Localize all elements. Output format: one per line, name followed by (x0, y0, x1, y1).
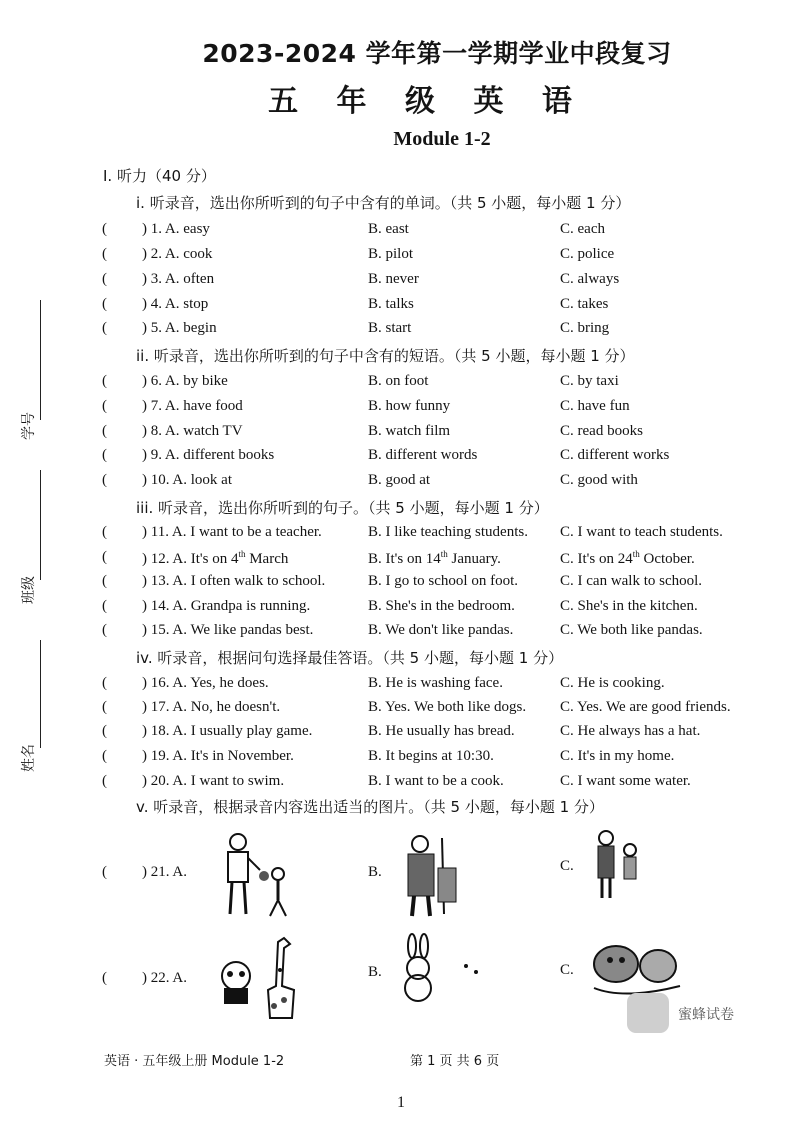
option-c: C. read books (560, 423, 643, 439)
section-instruction: iv. 听录音，根据问句选择最佳答语。（共 5 小题，每小题 1 分） (136, 649, 564, 667)
option-c: C. different works (560, 447, 670, 463)
option-b: B. I like teaching students. (368, 524, 528, 540)
option-a: ) 9. A. different books (142, 447, 275, 463)
question-row (0, 598, 794, 622)
option-a: ) 7. A. have food (142, 398, 243, 414)
option-a-tail: March (245, 551, 289, 567)
footer-page-of: 第 1 页 共 6 页 (410, 1054, 500, 1069)
section-instruction: i. 听录音，选出你所听到的句子中含有的单词。（共 5 小题，每小题 1 分） (136, 194, 631, 212)
option-b: B. He is washing face. (368, 675, 503, 691)
question-row (0, 524, 794, 548)
option-b-tail: January. (447, 551, 501, 567)
answer-paren[interactable]: ( (102, 675, 107, 691)
option-a: ) 18. A. I usually play game. (142, 723, 313, 739)
option-c-tail: October. (639, 551, 695, 567)
option-a: ) 1. A. easy (142, 221, 210, 237)
answer-paren[interactable]: ( (102, 573, 107, 589)
question-row (0, 320, 794, 344)
option-a: ) 16. A. Yes, he does. (142, 675, 269, 691)
option-b: B. how funny (368, 398, 451, 414)
option-c: C. have fun (560, 398, 630, 414)
question-row (0, 423, 794, 447)
option-a: ) 10. A. look at (142, 472, 232, 488)
option-b: B. She's in the bedroom. (368, 598, 515, 614)
question-row (0, 472, 794, 496)
option-b: B. talks (368, 296, 414, 312)
picture-22b-rabbit[interactable] (396, 932, 486, 1004)
option-b: B. (368, 964, 382, 980)
question-row (0, 549, 794, 573)
option-a: ) 5. A. begin (142, 320, 217, 336)
question-row (0, 748, 794, 772)
section-instruction: v. 听录音，根据录音内容选出适当的图片。（共 5 小题，每小题 1 分） (136, 798, 604, 816)
option-a: ) 6. A. by bike (142, 373, 228, 389)
option-a: ) 2. A. cook (142, 246, 213, 262)
option-a: ) 17. A. No, he doesn't. (142, 699, 281, 715)
option-c: C. bring (560, 320, 610, 336)
answer-paren[interactable]: ( (102, 373, 107, 389)
question-row (0, 296, 794, 320)
option-a: ) 15. A. We like pandas best. (142, 622, 314, 638)
option-b: B. on foot (368, 373, 429, 389)
option-a: ) 22. A. (142, 970, 187, 986)
ordinal-suffix: th (238, 549, 246, 559)
option-a: ) 11. A. I want to be a teacher. (142, 524, 322, 540)
option-b: B. pilot (368, 246, 414, 262)
question-row (0, 622, 794, 646)
question-row (0, 271, 794, 295)
picture-22a-panda-giraffe[interactable] (208, 930, 308, 1022)
question-row (0, 723, 794, 747)
option-c: C. each (560, 221, 605, 237)
ordinal-suffix: th (440, 549, 448, 559)
exam-subtitle: 五 年 级 英 语 (268, 84, 586, 119)
option-c-text: C. It's on 24 (560, 551, 633, 567)
option-a (142, 549, 288, 568)
question-row (0, 373, 794, 397)
option-c: C. I can walk to school. (560, 573, 703, 589)
ordinal-suffix: th (632, 549, 640, 559)
option-b: B. I want to be a cook. (368, 773, 504, 789)
question-row (0, 699, 794, 723)
watermark-logo-icon (627, 993, 669, 1033)
option-b: B. different words (368, 447, 478, 463)
answer-paren[interactable]: ( (102, 622, 107, 638)
answer-paren[interactable]: ( (102, 472, 107, 488)
option-a: ) 21. A. (142, 864, 187, 880)
name-line[interactable] (40, 640, 41, 748)
question-row (0, 221, 794, 245)
question-row (0, 858, 794, 888)
answer-paren[interactable]: ( (102, 423, 107, 439)
option-b: B. start (368, 320, 412, 336)
answer-paren[interactable]: ( (102, 864, 107, 880)
question-row (0, 246, 794, 270)
option-c: C. takes (560, 296, 609, 312)
page-number: 1 (397, 1094, 405, 1111)
option-b-text: B. It's on 14 (368, 551, 441, 567)
name-label: 姓名 (21, 744, 37, 772)
option-c: C. always (560, 271, 620, 287)
option-a: ) 14. A. Grandpa is running. (142, 598, 311, 614)
answer-paren[interactable]: ( (102, 447, 107, 463)
answer-paren[interactable]: ( (102, 748, 107, 764)
module-title: Module 1-2 (393, 128, 491, 150)
question-row (0, 447, 794, 471)
option-a: ) 4. A. stop (142, 296, 209, 312)
option-b: B. watch film (368, 423, 451, 439)
option-c: C. (560, 858, 574, 874)
answer-paren[interactable]: ( (102, 970, 107, 986)
section-instruction: iii. 听录音，选出你所听到的句子。（共 5 小题，每小题 1 分） (136, 499, 549, 517)
answer-paren[interactable]: ( (102, 699, 107, 715)
question-row (0, 675, 794, 699)
part-heading: I. 听力（40 分） (103, 167, 216, 185)
question-row (0, 398, 794, 422)
picture-21c-kids-cooking[interactable] (588, 826, 648, 902)
picture-21a-kids-playing[interactable] (212, 828, 292, 920)
option-c: C. by taxi (560, 373, 619, 389)
option-c: C. Yes. We are good friends. (560, 699, 731, 715)
option-a: ) 19. A. It's in November. (142, 748, 294, 764)
option-c: C. good with (560, 472, 638, 488)
option-a: ) 13. A. I often walk to school. (142, 573, 326, 589)
option-b: B. He usually has bread. (368, 723, 515, 739)
option-c: C. I want some water. (560, 773, 691, 789)
student-id-line[interactable] (40, 300, 41, 420)
option-b: B. east (368, 221, 409, 237)
answer-paren[interactable]: ( (102, 221, 107, 237)
student-id-label: 学号 (21, 412, 37, 440)
option-b: B. good at (368, 472, 431, 488)
class-label: 班级 (21, 576, 37, 604)
picture-21b-man-washing[interactable] (398, 828, 468, 920)
option-c: C. We both like pandas. (560, 622, 703, 638)
answer-paren[interactable]: ( (102, 398, 107, 414)
watermark-text: 蜜蜂试卷 (678, 1007, 734, 1023)
option-a: ) 8. A. watch TV (142, 423, 243, 439)
option-b (368, 549, 501, 568)
answer-paren[interactable]: ( (102, 524, 107, 540)
option-b: B. never (368, 271, 419, 287)
answer-paren[interactable]: ( (102, 598, 107, 614)
option-b: B. It begins at 10:30. (368, 748, 494, 764)
option-c: C. He always has a hat. (560, 723, 701, 739)
question-row (0, 773, 794, 797)
answer-paren[interactable]: ( (102, 320, 107, 336)
option-c (560, 549, 695, 568)
answer-paren[interactable]: ( (102, 271, 107, 287)
option-b: B. I go to school on foot. (368, 573, 518, 589)
option-c: C. I want to teach students. (560, 524, 723, 540)
option-b: B. (368, 864, 382, 880)
answer-paren[interactable]: ( (102, 296, 107, 312)
option-c: C. (560, 962, 574, 978)
answer-paren[interactable]: ( (102, 723, 107, 739)
answer-paren[interactable]: ( (102, 246, 107, 262)
option-a: ) 20. A. I want to swim. (142, 773, 285, 789)
option-c: C. police (560, 246, 615, 262)
question-row (0, 573, 794, 597)
option-c: C. He is cooking. (560, 675, 665, 691)
option-c: C. It's in my home. (560, 748, 675, 764)
option-b: B. We don't like pandas. (368, 622, 514, 638)
answer-paren[interactable]: ( (102, 773, 107, 789)
option-c: C. She's in the kitchen. (560, 598, 698, 614)
option-a-text: ) 12. A. It's on 4 (142, 551, 239, 567)
option-a: ) 3. A. often (142, 271, 215, 287)
answer-paren[interactable]: ( (102, 549, 107, 565)
section-instruction: ii. 听录音，选出你所听到的句子中含有的短语。（共 5 小题，每小题 1 分） (136, 347, 635, 365)
class-line[interactable] (40, 470, 41, 580)
exam-title: 2023-2024 学年第一学期学业中段复习 (202, 39, 672, 68)
footer-book-info: 英语 · 五年级上册 Module 1-2 (104, 1054, 285, 1069)
option-b: B. Yes. We both like dogs. (368, 699, 527, 715)
